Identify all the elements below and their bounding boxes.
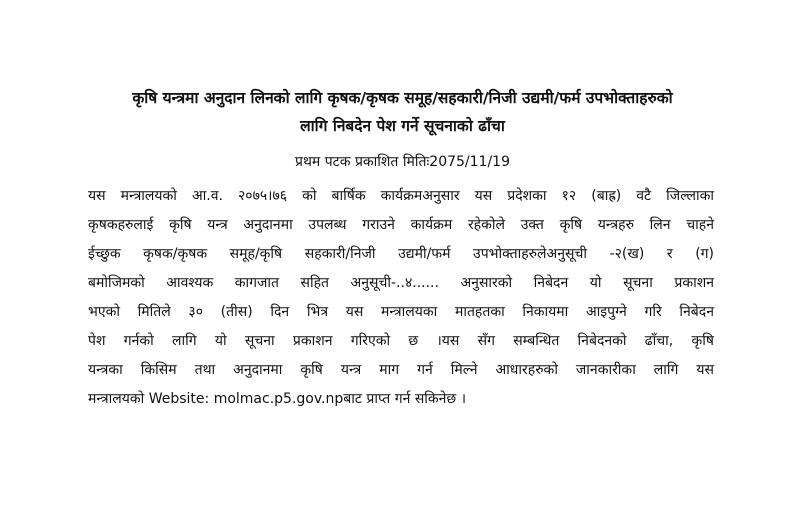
body-line: पेश गर्नको लागि यो सूचना प्रकाशन गरिएको छ ।यस सँग सम्बन्धित निबेदनको ढाँचा, कृषि [88,333,714,349]
body-line: यन्त्रका किसिम तथा अनुदानमा कृषि यन्त्र माग गर्न मिल्ने आधारहरुको जानकारीका लागि यस [88,362,714,378]
body-line: यस मन्त्रालयको आ.व. २०७५।७६ को बार्षिक कार्यक्रमअनुसार यस प्रदेशका १२ (बाह्र) वटै जिल्लाका [88,188,714,204]
body-line: बमोजिमको आवश्यक कागजात सहित अनुसूची-..४...... अनुसारको निबेदन यो सूचना प्रकाशन [88,275,714,291]
publication-date: प्रथम पटक प्रकाशित मितिः2075/11/19 [295,154,510,170]
body-line: भएको मितिले ३० (तीस) दिन भित्र यस मन्त्रालयका मातहतका निकायमा आइपुग्ने गरि निबेदन [88,304,714,320]
body-line: ईच्छुक कृषक/कृषक समूह/कृषि सहकारी/निजी उद्यमी/फर्म उपभोक्ताहरुलेअनुसूची -२(ख) र (ग) [88,246,714,262]
notice-title-line-2: लागि निबदेन पेश गर्ने सूचनाको ढाँचा [300,117,505,135]
notice-title-line-1: कृषि यन्त्रमा अनुदान लिनको लागि कृषक/कृषक समूह/सहकारी/निजी उद्यमी/फर्म उपभोक्ताहरुको [132,89,673,107]
body-line: कृषकहरुलाई कृषि यन्त्र अनुदानमा उपलब्ध गराउने कार्यक्रम रहेकोले उक्त कृषि यन्त्रहरु लिन चाहने [88,217,714,233]
body-line-website: मन्त्रालयको Website: molmac.p5.gov.npबाट प्राप्त गर्न सकिनेछ । [88,391,466,407]
